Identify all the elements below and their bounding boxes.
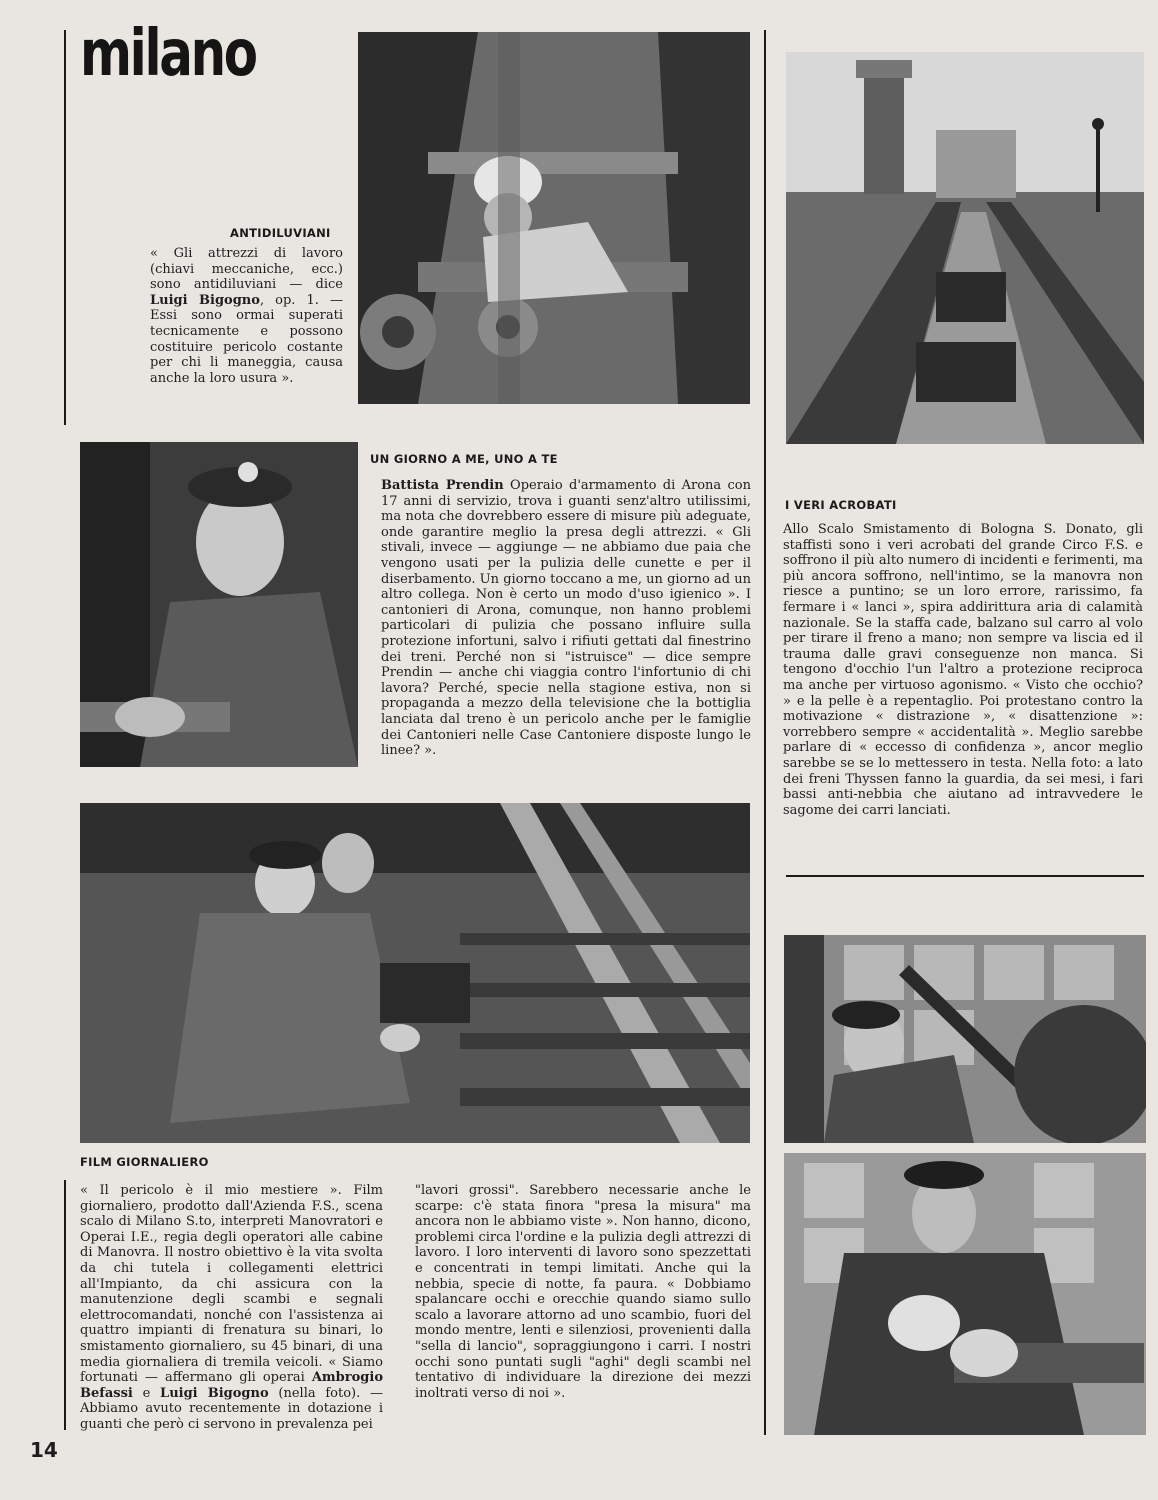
giorno-name: Battista Prendin xyxy=(381,478,504,493)
film-name1: Ambrogio Befassi xyxy=(80,1370,383,1401)
antidiluviani-part1: « Gli attrezzi di lavoro (chiavi meccaniche, ecc.) sono antidiluviani — dice xyxy=(150,246,343,293)
antidiluviani-part2: , op. 1. — Essi sono ormai superati tecnicamente e possono costituire pericolo costante per chi li maneggia, causa anche la loro usura ». xyxy=(150,292,343,386)
heading-film-giornaliero: FILM GIORNALIERO xyxy=(80,1155,209,1169)
photo-worker-in-track-pit xyxy=(358,32,750,404)
film-and: e xyxy=(132,1385,161,1401)
photo-worker-with-hammer xyxy=(784,935,1146,1143)
film-name2: Luigi Bigogno xyxy=(160,1385,269,1401)
column-divider-rule xyxy=(764,30,766,1435)
right-column-separator xyxy=(786,875,1144,877)
text-veri-acrobati xyxy=(783,522,1143,818)
bottom-left-rule xyxy=(64,1180,66,1430)
masthead-title: milano xyxy=(80,17,256,91)
text-un-giorno xyxy=(381,478,751,759)
photo-worker-with-pneumatic-tool xyxy=(784,1153,1146,1435)
giorno-body: Operaio d'armamento di Arona con 17 anni di servizio, trova i guanti senz'altro utilissimi, ma nota che dovrebbero essere di misure più adeguate, onde garantire meglio la presa degli attrezzi. « Gli stivali, invece — aggiunge — ne abbiamo due paia che vengono usati per la pulizia delle cunette e per il diserbamento. Un giorno toccano a me, un giorno ad un altro collega. Non è certo un modo d'uso igienico ». I cantonieri di Arona, comunque, non hanno problemi particolari di pulizia che possano influire sulla protezione infortuni, salvo i rifiuti gettati dal finestrino dei treni. Perché non si "istruisce" — dice sempre Prendin — anche chi viaggia contro l'infortunio di chi lavora? Perché, specie nella stagione estiva, non si propaganda a mezzo della televisione che la bottiglia lanciata dal treno è un pericolo anche per le famiglie dei Cantonieri nelle Case Cantoniere disposte lungo le linee? ». xyxy=(381,478,751,759)
film-col1-part2: (nella foto). — Abbiamo avuto recentemente in dotazione i guanti che però ci servono in prevalenza pei xyxy=(80,1385,383,1432)
text-antidiluviani xyxy=(150,246,343,386)
text-film-col2 xyxy=(415,1183,751,1401)
photo-worker-with-cap xyxy=(80,442,358,767)
film-col1-part1: « Il pericolo è il mio mestiere ». Film giornaliero, prodotto dall'Azienda F.S., scena scalo di Milano S.to, interpreti Manovratori e Operai I.E., regia degli operatori alle cabine di Manovra. Il nostro obiettivo è la vita svolta da chi tutela i collegamenti elettrici all'Impianto, da chi assicura con la manutenzione degli scambi e segnali elettrocomandati, nonché con l'assistenza ai quattro impianti di frenatura su binari, lo smistamento giornaliero, su 45 binari, di una media giornaliera di tremila veicoli. « Siamo fortunati — affermano gli operai xyxy=(80,1183,383,1386)
left-margin-rule xyxy=(64,30,66,425)
photo-yard-water-tower xyxy=(786,52,1144,444)
antidiluviani-name: Luigi Bigogno xyxy=(150,292,260,308)
heading-un-giorno: UN GIORNO A ME, UNO A TE xyxy=(370,452,558,466)
acrobati-body: Allo Scalo Smistamento di Bologna S. Donato, gli staffisti sono i veri acrobati del grande Circo F.S. e soffrono il più alto numero di incidenti e ferimenti, ma più ancora soffrono, nell'intimo, se la manovra non riesce a puntino; se un loro errore, rarissimo, fa fermare i « lanci », spira addirittura aria di calamità nazionale. Se la staffa cade, balzano sul carro al volo per tirare il freno a mano; non sempre va liscia ed il trauma dalle gravi conseguenze non manca. Si tengono d'occhio l'un l'altro a protezione reciproca ma anche per virtuoso agonismo. « Visto che occhio? » e la pelle è a repentaglio. Poi protestano contro la motivazione « distrazione », « disattenzione »: vorrebbero sempre « accidentalità ». Meglio sarebbe parlare di « eccesso di confidenza », ancor meglio sarebbe se se lo mettessero in testa. Nella foto: a lato dei freni Thyssen fanno la guardia, da sei mesi, i fari bassi anti-nebbia che aiutano ad intravvedere le sagome dei carri lanciati. xyxy=(783,522,1143,818)
text-film-col1 xyxy=(80,1183,383,1433)
film-col2-body: "lavori grossi". Sarebbero necessarie anche le scarpe: c'è stata finora "presa la misura" ma ancora non le abbiamo viste ». Non hanno, dicono, problemi circa l'ordine e la pulizia degli attrezzi di lavoro. I loro interventi di lavoro sono spezzettati e concentrati in tempi limitati. Anche qui la nebbia, specie di notte, fa paura. « Dobbiamo spalancare occhi e orecchie quando siamo sullo scalo a lavorare attorno ad uno scambio, fuori del mondo mentre, lenti e silenziosi, provenienti dalla "sella di lancio", sopraggiungono i carri. I nostri occhi sono puntati sugli "aghi" degli scambi nel tentativo di individuare la direzione dei mezzi inoltrati verso di noi ». xyxy=(415,1183,751,1401)
page-number: 14 xyxy=(30,1438,58,1462)
heading-antidiluviani: ANTIDILUVIANI xyxy=(230,226,331,240)
heading-veri-acrobati: I VERI ACROBATI xyxy=(785,498,897,512)
photo-two-workers-at-switch xyxy=(80,803,750,1143)
